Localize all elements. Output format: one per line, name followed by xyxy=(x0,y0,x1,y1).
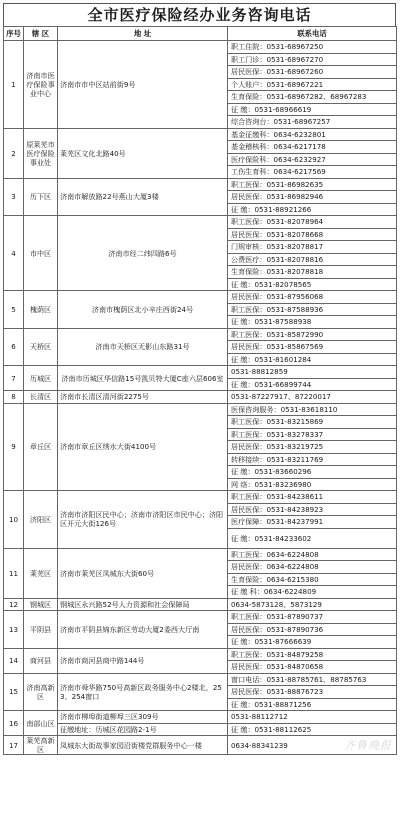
table-row xyxy=(4,178,397,191)
table-row xyxy=(4,391,397,404)
address-cell: 济南市济阳区民中心；济南市济阳区市民中心；济阳区开元大街126号 xyxy=(58,491,228,549)
table-row xyxy=(4,41,397,54)
table-row xyxy=(4,403,397,416)
header-address: 地 址 xyxy=(58,27,228,41)
district-cell: 市中区 xyxy=(24,216,58,291)
table-row xyxy=(4,328,397,341)
phone-cell: 医保咨询服务：0531-83618110 xyxy=(228,403,397,416)
row-number: 3 xyxy=(4,178,24,216)
phone-cell: 居民医保：0531-68967260 xyxy=(228,66,397,79)
header-no: 序号 xyxy=(4,27,24,41)
phone-cell: 居民医保：0531-83219725 xyxy=(228,441,397,454)
address-cell: 济南市商河县商中路144号 xyxy=(58,648,228,673)
phone-cell: 0634-88341239 xyxy=(228,736,397,755)
row-number: 1 xyxy=(4,41,24,129)
address-cell: 济南市莱芜区凤城东大街60号 xyxy=(58,548,228,598)
phone-cell: 基金征缴科：0634-6232801 xyxy=(228,128,397,141)
phone-cell: 职工医保：0531-87890737 xyxy=(228,611,397,624)
address-cell: 济南市舜华路750号高新区政务服务中心2楼北，253、254窗口 xyxy=(58,673,228,711)
district-cell: 济南市医疗保险事业中心 xyxy=(24,41,58,129)
phone-cell: 职工医保：0531-84879258 xyxy=(228,648,397,661)
phone-cell: 公费医疗：0531-82078816 xyxy=(228,253,397,266)
phone-cell: 0634-5873128、5873129 xyxy=(228,598,397,611)
phone-cell: 门规审核：0531-82078817 xyxy=(228,241,397,254)
district-cell: 槐荫区 xyxy=(24,291,58,329)
table-row xyxy=(4,216,397,229)
phone-cell: 征 缴：0531-87666639 xyxy=(228,636,397,649)
district-cell: 天桥区 xyxy=(24,328,58,366)
address-cell: 济南市长清区清河街2275号 xyxy=(58,391,228,404)
phone-cell: 征 缴：0531-66899744 xyxy=(228,378,397,391)
phone-cell: 职工医保：0531-87588936 xyxy=(228,303,397,316)
phone-cell: 职工门诊：0531-68967270 xyxy=(228,53,397,66)
address-cell: 济南市槐荫区北小辛庄西街24号 xyxy=(58,291,228,329)
row-number: 2 xyxy=(4,128,24,178)
row-number: 6 xyxy=(4,328,24,366)
phone-cell: 居民医保：0531-84870658 xyxy=(228,661,397,674)
phone-cell: 个人账户：0531-68967221 xyxy=(228,78,397,91)
phone-cell: 职工医保：0531-86982635 xyxy=(228,178,397,191)
phone-cell: 窗口电话：0531-88785761、88785763 xyxy=(228,673,397,686)
phone-cell: 0531-88112712 xyxy=(228,711,397,724)
header-phone: 联系电话 xyxy=(228,27,397,41)
table-row xyxy=(4,736,397,755)
row-number: 9 xyxy=(4,403,24,491)
row-number: 12 xyxy=(4,598,24,611)
district-cell: 平阴县 xyxy=(24,611,58,649)
row-number: 11 xyxy=(4,548,24,598)
phone-cell: 生育保险：0531-82078818 xyxy=(228,266,397,279)
address-cell: 济南市柳埠街道柳埠三区309号 xyxy=(58,711,228,724)
row-number: 16 xyxy=(4,711,24,736)
table-row xyxy=(4,491,397,504)
watermark: 齐鲁晚报 xyxy=(344,739,392,752)
district-cell: 莱芜区 xyxy=(24,548,58,598)
phone-cell: 居民医保：0531-87956068 xyxy=(228,291,397,304)
phone-cell: 职工医保：0531-83215869 xyxy=(228,416,397,429)
table-row xyxy=(4,291,397,304)
address-cell: 济南市解放路22号燕山大厦3楼 xyxy=(58,178,228,216)
row-number: 8 xyxy=(4,391,24,404)
district-cell: 历下区 xyxy=(24,178,58,216)
phone-cell: 职工医保：0531-84238611 xyxy=(228,491,397,504)
phone-cell: 征 缴：0531-84233602 xyxy=(228,528,397,548)
table-row xyxy=(4,128,397,141)
address-cell: 济南市市中区站前街9号 xyxy=(58,41,228,129)
phone-cell: 征 缴：0531-83660296 xyxy=(228,466,397,479)
district-cell: 钢城区 xyxy=(24,598,58,611)
phone-cell: 居民医保：0531-84238923 xyxy=(228,503,397,516)
table-row xyxy=(4,648,397,661)
district-cell: 南部山区 xyxy=(24,711,58,736)
phone-cell: 转移接续：0531-83211769 xyxy=(228,453,397,466)
phone-cell: 征 缴 科：0634-6224809 xyxy=(228,586,397,599)
phone-cell: 医疗保障：0531-84237991 xyxy=(228,516,397,529)
phone-cell: 职工住院：0531-68967250 xyxy=(228,41,397,54)
address-cell: 济南市天桥区无影山东路31号 xyxy=(58,328,228,366)
header-area: 辖 区 xyxy=(24,27,58,41)
row-number: 17 xyxy=(4,736,24,755)
row-number: 7 xyxy=(4,366,24,391)
directory-table xyxy=(3,26,397,755)
phone-cell: 职工医保：0531-82078964 xyxy=(228,216,397,229)
phone-cell: 征 缴：0531-88871256 xyxy=(228,698,397,711)
address-cell: 济南市章丘区绣水大街4100号 xyxy=(58,403,228,491)
phone-cell: 征 缴：0531-87588938 xyxy=(228,316,397,329)
phone-cell: 征 缴：0531-88921266 xyxy=(228,203,397,216)
address-cell: 凤城东大街故事家园沿街楼党群服务中心一楼 xyxy=(58,736,228,755)
phone-cell: 0531-88812859 xyxy=(228,366,397,379)
address-cell: 济南市历城区华信路15号凯贝特大厦C座六层606室 xyxy=(58,366,228,391)
table-row xyxy=(4,723,397,736)
address-cell: 济南市经二纬四路6号 xyxy=(58,216,228,291)
district-cell: 原莱芜市医疗保险事业处 xyxy=(24,128,58,178)
row-number: 14 xyxy=(4,648,24,673)
table-row xyxy=(4,548,397,561)
address-cell: 莱芜区文化北路40号 xyxy=(58,128,228,178)
phone-cell: 居民医保：0531-88876723 xyxy=(228,686,397,699)
phone-cell: 职工医保：0531-85872990 xyxy=(228,328,397,341)
district-cell: 莱芜高新区 xyxy=(24,736,58,755)
district-cell: 商河县 xyxy=(24,648,58,673)
phone-cell: 基金稽核科：0634-6217178 xyxy=(228,141,397,154)
table-row xyxy=(4,673,397,686)
phone-cell: 居民医保：0531-82078668 xyxy=(228,228,397,241)
phone-cell: 综合咨询台：0531-68967257 xyxy=(228,116,397,129)
page-title: 全市医疗保险经办业务咨询电话 xyxy=(3,3,396,26)
row-number: 15 xyxy=(4,673,24,711)
phone-cell: 征 缴：0531-88112625 xyxy=(228,723,397,736)
phone-cell: 工伤生育科：0634-6217569 xyxy=(228,166,397,179)
row-number: 13 xyxy=(4,611,24,649)
header-row xyxy=(4,27,397,41)
phone-directory-sheet xyxy=(3,3,396,755)
district-cell: 济阳区 xyxy=(24,491,58,549)
address-cell: 钢城区永兴路52号人力资源和社会保障局 xyxy=(58,598,228,611)
phone-cell: 生育保险：0634-6215380 xyxy=(228,573,397,586)
phone-cell: 征 缴：0531-82078565 xyxy=(228,278,397,291)
district-cell: 历城区 xyxy=(24,366,58,391)
district-cell: 济南高新区 xyxy=(24,673,58,711)
district-cell: 长清区 xyxy=(24,391,58,404)
phone-cell: 居民医保：0634-6224808 xyxy=(228,561,397,574)
phone-cell: 职工医保：0531-83278337 xyxy=(228,428,397,441)
phone-cell: 0531-87227917、87220017 xyxy=(228,391,397,404)
row-number: 10 xyxy=(4,491,24,549)
phone-cell: 网 络：0531-83236980 xyxy=(228,478,397,491)
phone-cell: 居民医保：0531-86982946 xyxy=(228,191,397,204)
phone-cell: 居民医保：0531-87890736 xyxy=(228,623,397,636)
phone-cell: 居民医保：0531-85867569 xyxy=(228,341,397,354)
phone-cell: 医疗保险科：0634-6232927 xyxy=(228,153,397,166)
row-number: 4 xyxy=(4,216,24,291)
table-row xyxy=(4,711,397,724)
address-cell: 征缴地址：历城区花园路2-1号 xyxy=(58,723,228,736)
row-number: 5 xyxy=(4,291,24,329)
directory-body xyxy=(4,41,397,755)
table-row xyxy=(4,598,397,611)
phone-cell: 生育保险：0531-68967282、68967283 xyxy=(228,91,397,104)
table-row xyxy=(4,366,397,379)
district-cell: 章丘区 xyxy=(24,403,58,491)
phone-cell: 征 缴：0531-81601284 xyxy=(228,353,397,366)
address-cell: 济南市平阴县锦东新区劳动大厦2委西大厅南 xyxy=(58,611,228,649)
phone-cell: 征 缴：0531-68966619 xyxy=(228,103,397,116)
table-row xyxy=(4,611,397,624)
phone-cell: 职工医保：0634-6224808 xyxy=(228,548,397,561)
